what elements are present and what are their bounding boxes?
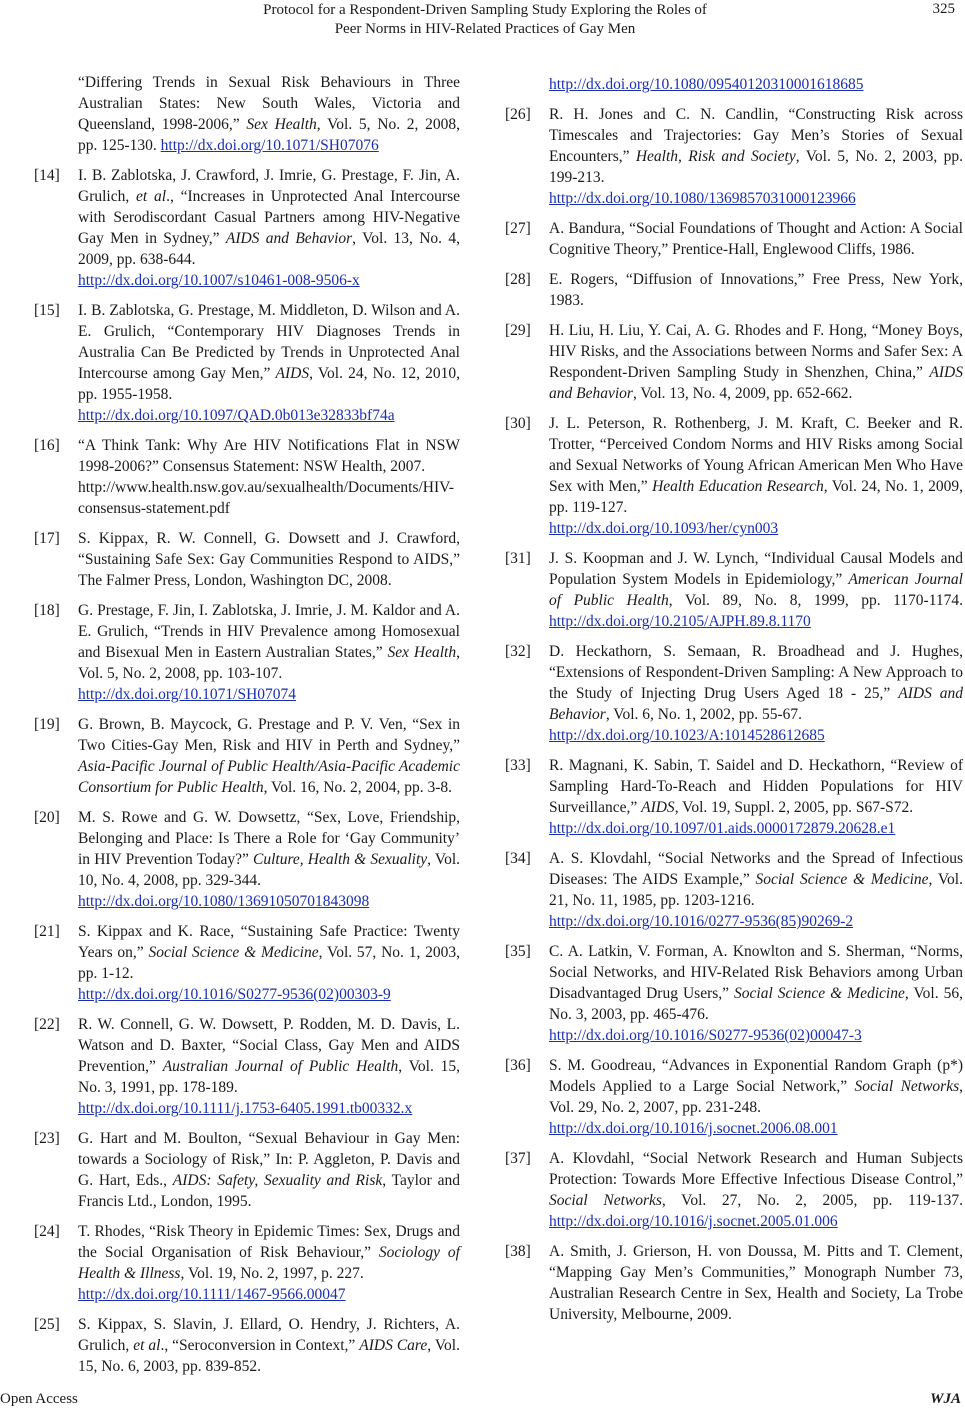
reference-25: [25] S. Kippax, S. Slavin, J. Ellard, O. Hendry, J. Richters, A. Grulich, et al., “Seroconversion in Context,” AIDS Care, Vol. 15, No. 6, 2003, pp. 839-852. <box>34 1316 460 1375</box>
reference-34: [34] A. S. Klovdahl, “Social Networks and the Spread of Infectious Diseases: The AIDS Example,” Social Science & Medicine, Vol. 21, No. 11, 1985, pp. 1203-1216. http://dx.doi.org/10.1016/0277-9536(85)90269-2 <box>505 850 963 930</box>
web-address: http://www.health.nsw.gov.au/sexualhealth/Documents/HIV-consensus-statement.pdf <box>78 479 455 517</box>
doi-link[interactable]: http://dx.doi.org/10.1111/j.1753-6405.1991.tb00332.x <box>78 1100 413 1117</box>
doi-link[interactable]: http://dx.doi.org/10.1023/A:1014528612685 <box>549 727 825 744</box>
reference-29: [29] H. Liu, H. Liu, Y. Cai, A. G. Rhodes and F. Hong, “Money Boys, HIV Risks, and the Associations between Norms and Safer Sex: A Respondent-Driven Sampling Study in Shenzhen, China,” AIDS and Behavior, Vol. 13, No. 4, 2009, pp. 652-662. <box>505 322 963 402</box>
doi-link[interactable]: http://dx.doi.org/10.1016/S0277-9536(02)00303-9 <box>78 986 391 1003</box>
doi-link[interactable]: http://dx.doi.org/10.1016/S0277-9536(02)00047-3 <box>549 1027 862 1044</box>
doi-link[interactable]: http://dx.doi.org/10.1016/j.socnet.2006.08.001 <box>549 1120 838 1137</box>
reference-number: [27] <box>505 220 531 237</box>
reference-16: [16] “A Think Tank: Why Are HIV Notifications Flat in NSW 1998-2006?” Consensus Statement: NSW Health, 2007. http://www.health.nsw.gov.au/sexualhealth/Documents/HIV-consensus-statement.pdf <box>34 437 460 517</box>
reference-number: [36] <box>505 1057 531 1074</box>
reference-number: [25] <box>34 1316 60 1333</box>
reference-number: [24] <box>34 1223 60 1240</box>
doi-link[interactable]: http://dx.doi.org/10.1111/1467-9566.00047 <box>78 1286 346 1303</box>
reference-38: [38] A. Smith, J. Grierson, H. von Doussa, M. Pitts and T. Clement, “Mapping Gay Men’s Communities,” Monograph Number 73, Australian Research Centre in Sex, Health and Society, La Trobe University, Melbourne, 2009. <box>505 1243 963 1323</box>
reference-number: [35] <box>505 943 531 960</box>
running-header <box>0 0 965 44</box>
reference-number: [38] <box>505 1243 531 1260</box>
reference-24: [24] T. Rhodes, “Risk Theory in Epidemic Times: Sex, Drugs and the Social Organisation of Risk Behaviour,” Sociology of Health & Illness, Vol. 19, No. 2, 1997, p. 227. http://dx.doi.org/10.1111/1467-9566.00047 <box>34 1223 460 1303</box>
doi-link[interactable]: http://dx.doi.org/10.1071/SH07074 <box>78 686 297 703</box>
reference-25-continued <box>505 74 963 95</box>
reference-number: [15] <box>34 302 60 319</box>
doi-link[interactable]: http://dx.doi.org/10.1080/1369857031000123966 <box>549 190 856 207</box>
doi-link[interactable]: http://dx.doi.org/10.1007/s10461-008-9506-x <box>78 272 360 289</box>
reference-number: [23] <box>34 1130 60 1147</box>
reference-20: [20] M. S. Rowe and G. W. Dowsettz, “Sex, Love, Friendship, Belonging and Place: Is There a Role for ‘Gay Community’ in HIV Prevention Today?” Culture, Health & Sexuality, Vol. 10, No. 4, 2008, pp. 329-344. http://dx.doi.org/10.1080/13691050701843098 <box>34 809 460 910</box>
page-footer <box>0 1384 965 1414</box>
reference-15: [15] I. B. Zablotska, G. Prestage, M. Middleton, D. Wilson and A. E. Grulich, “Contemporary HIV Diagnoses Trends in Australia Can Be Predicted by Trends in Unprotected Anal Intercourse among Gay Men,” AIDS, Vol. 24, No. 12, 2010, pp. 1955-1958. http://dx.doi.org/10.1097/QAD.0b013e32833bf74a <box>34 302 460 424</box>
reference-35: [35] C. A. Latkin, V. Forman, A. Knowlton and S. Sherman, “Norms, Social Networks, and HIV-Related Risk Behaviors among Urban Disadvantaged Drug Users,” Social Science & Medicine, Vol. 56, No. 3, 2003, pp. 465-476. http://dx.doi.org/10.1016/S0277-9536(02)00047-3 <box>505 943 963 1044</box>
reference-28: [28] E. Rogers, “Diffusion of Innovations,” Free Press, New York, 1983. <box>505 271 963 309</box>
reference-number: [37] <box>505 1150 531 1167</box>
doi-link[interactable]: http://dx.doi.org/10.1093/her/cyn003 <box>549 520 779 537</box>
reference-13-continued: “Differing Trends in Sexual Risk Behaviours in Three Australian States: New South Wales, Victoria and Queensland, 1998-2006,” Sex Health, Vol. 5, No. 2, 2008, pp. 125-130. http://dx.doi.org/10.1071/SH07076 <box>78 74 460 154</box>
reference-27: [27] A. Bandura, “Social Foundations of Thought and Action: A Social Cognitive Theory,” Prentice-Hall, Englewood Cliffs, 1986. <box>505 220 963 258</box>
reference-23: [23] G. Hart and M. Boulton, “Sexual Behaviour in Gay Men: towards a Sociology of Risk,” In: P. Aggleton, P. Davis and G. Hart, Eds., AIDS: Safety, Sexuality and Risk, Taylor and Francis Ltd., London, 1995. <box>34 1130 460 1210</box>
doi-link[interactable]: http://dx.doi.org/10.1080/09540120310001618685 <box>549 76 864 93</box>
reference-31: [31] J. S. Koopman and J. W. Lynch, “Individual Causal Models and Population System Models in Epidemiology,” American Journal of Public Health, Vol. 89, No. 8, 1999, pp. 1170-1174. http://dx.doi.org/10.2105/AJPH.89.8.1170 <box>505 550 963 630</box>
page-number: 325 <box>932 1 955 17</box>
reference-number: [34] <box>505 850 531 867</box>
reference-number: [17] <box>34 530 60 547</box>
reference-33: [33] R. Magnani, K. Sabin, T. Saidel and D. Heckathorn, “Review of Sampling Hard-To-Reach and Hidden Populations for HIV Surveillance,” AIDS, Vol. 19, Suppl. 2, 2005, pp. S67-S72. http://dx.doi.org/10.1097/01.aids.0000172879.20628.e1 <box>505 757 963 837</box>
running-title-line-2: Peer Norms in HIV-Related Practices of Gay Men <box>334 21 636 37</box>
doi-link[interactable]: http://dx.doi.org/10.1016/0277-9536(85)90269-2 <box>549 913 854 930</box>
reference-number: [30] <box>505 415 531 432</box>
reference-number: [21] <box>34 923 60 940</box>
reference-number: [22] <box>34 1016 60 1033</box>
doi-link[interactable]: http://dx.doi.org/10.1097/01.aids.0000172879.20628.e1 <box>549 820 896 837</box>
reference-number: [18] <box>34 602 60 619</box>
reference-number: [32] <box>505 643 531 660</box>
journal-abbreviation: WJA <box>930 1391 961 1407</box>
doi-link[interactable]: http://dx.doi.org/10.2105/AJPH.89.8.1170 <box>549 613 811 630</box>
reference-number: [33] <box>505 757 531 774</box>
doi-link[interactable]: http://dx.doi.org/10.1071/SH07076 <box>160 137 379 154</box>
reference-22: [22] R. W. Connell, G. W. Dowsett, P. Rodden, M. D. Davis, L. Watson and D. Baxter, “Social Class, Gay Men and AIDS Prevention,” Australian Journal of Public Health, Vol. 15, No. 3, 1991, pp. 178-189. http://dx.doi.org/10.1111/j.1753-6405.1991.tb00332.x <box>34 1016 460 1117</box>
running-title <box>150 1 820 39</box>
reference-17: [17] S. Kippax, R. W. Connell, G. Dowsett and J. Crawford, “Sustaining Safe Sex: Gay Communities Respond to AIDS,” The Falmer Press, London, Washington DC, 2008. <box>34 530 460 589</box>
references-left-column <box>34 72 460 1386</box>
reference-30: [30] J. L. Peterson, R. Rothenberg, J. M. Kraft, C. Beeker and R. Trotter, “Perceived Condom Norms and HIV Risks among Social and Sexual Networks of Young African American Men Who Have Sex with Men,” Health Education Research, Vol. 24, No. 1, 2009, pp. 119-127. http://dx.doi.org/10.1093/her/cyn003 <box>505 415 963 537</box>
doi-link[interactable]: http://dx.doi.org/10.1080/13691050701843098 <box>78 893 370 910</box>
reference-number: [14] <box>34 167 60 184</box>
reference-26: [26] R. H. Jones and C. N. Candlin, “Constructing Risk across Timescales and Trajectories: Gay Men’s Stories of Sexual Encounters,” Health, Risk and Society, Vol. 5, No. 2, 2003, pp. 199-213. http://dx.doi.org/10.1080/1369857031000123966 <box>505 106 964 207</box>
running-title-line-1: Protocol for a Respondent-Driven Sampling Study Exploring the Roles of <box>263 2 707 18</box>
reference-36: [36] S. M. Goodreau, “Advances in Exponential Random Graph (p*) Models Applied to a Large Social Network,” Social Networks, Vol. 29, No. 2, 2007, pp. 231-248. http://dx.doi.org/10.1016/j.socnet.2006.08.001 <box>505 1057 963 1137</box>
reference-number: [26] <box>505 106 531 123</box>
references-right-column <box>505 74 963 1334</box>
reference-21: [21] S. Kippax and K. Race, “Sustaining Safe Practice: Twenty Years on,” Social Science & Medicine, Vol. 57, No. 1, 2003, pp. 1-12. http://dx.doi.org/10.1016/S0277-9536(02)00303-9 <box>34 923 460 1003</box>
doi-link[interactable]: http://dx.doi.org/10.1097/QAD.0b013e32833bf74a <box>78 407 395 424</box>
reference-32: [32] D. Heckathorn, S. Semaan, R. Broadhead and J. Hughes, “Extensions of Respondent-Driven Sampling: A New Approach to the Study of Injecting Drug Users Aged 18 - 25,” AIDS and Behavior, Vol. 6, No. 1, 2002, pp. 55-67. http://dx.doi.org/10.1023/A:1014528612685 <box>505 643 964 744</box>
reference-14: [14] I. B. Zablotska, J. Crawford, J. Imrie, G. Prestage, F. Jin, A. Grulich, et al., “Increases in Unprotected Anal Intercourse with Serodiscordant Casual Partners among HIV-Negative Gay Men in Sydney,” AIDS and Behavior, Vol. 13, No. 4, 2009, pp. 638-644. http://dx.doi.org/10.1007/s10461-008-9506-x <box>34 167 461 289</box>
reference-number: [28] <box>505 271 531 288</box>
open-access-label: Open Access <box>0 1391 78 1407</box>
reference-number: [31] <box>505 550 531 567</box>
doi-link[interactable]: http://dx.doi.org/10.1016/j.socnet.2005.01.006 <box>549 1213 838 1230</box>
reference-37: [37] A. Klovdahl, “Social Network Research and Human Subjects Protection: Towards More Effective Infectious Disease Control,” Social Networks, Vol. 27, No. 2, 2005, pp. 119-137. http://dx.doi.org/10.1016/j.socnet.2005.01.006 <box>505 1150 963 1230</box>
reference-19: [19] G. Brown, B. Maycock, G. Prestage and P. V. Ven, “Sex in Two Cities-Gay Men, Risk and HIV in Perth and Sydney,” Asia-Pacific Journal of Public Health/Asia-Pacific Academic Consortium for Public Health, Vol. 16, No. 2, 2004, pp. 3-8. <box>34 716 460 796</box>
reference-number: [20] <box>34 809 60 826</box>
reference-number: [29] <box>505 322 531 339</box>
reference-18: [18] G. Prestage, F. Jin, I. Zablotska, J. Imrie, J. M. Kaldor and A. E. Grulich, “Trends in HIV Prevalence among Homosexual and Bisexual Men in Eastern Australian States,” Sex Health, Vol. 5, No. 2, 2008, pp. 103-107. http://dx.doi.org/10.1071/SH07074 <box>34 602 460 703</box>
reference-number: [16] <box>34 437 60 454</box>
reference-number: [19] <box>34 716 60 733</box>
